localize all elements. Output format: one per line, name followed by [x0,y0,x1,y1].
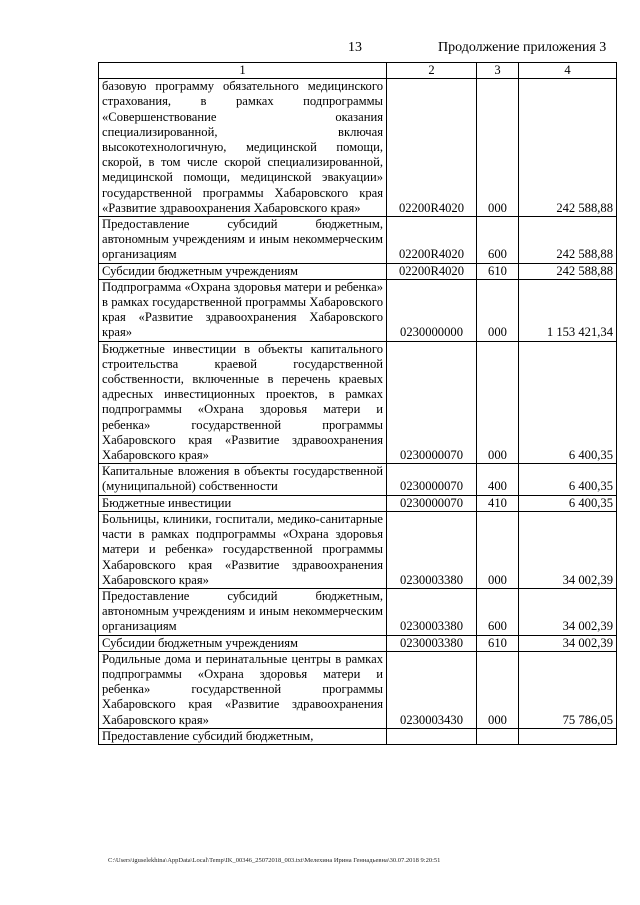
row-name: Подпрограмма «Охрана здоровья матери и ребенка» в рамках государственной программы Хабаровского края «Развитие здравоохранения Хабаровского края» [99,279,387,341]
column-header-4: 4 [519,63,617,79]
table-row [99,728,617,744]
row-name: Больницы, клиники, госпитали, медико-санитарные части в рамках подпрограммы «Охрана здоровья матери и ребенка» государственной программы Хабаровского края «Развитие здравоохранения Хабаровского края» [99,511,387,588]
row-code: 0230000070 [387,464,477,495]
budget-table [98,62,617,745]
row-code [387,728,477,744]
footer-file-path: C:\Users\iguselekhina\AppData\Local\Temp\IK_00346_25072018_003.txt\Мелехина Ирина Геннадьевна\30.07.2018 9:20:51 [108,857,441,864]
row-type: 600 [477,217,519,264]
row-code: 02200R4020 [387,217,477,264]
row-name: Предоставление субсидий бюджетным, [99,728,387,744]
row-name: Капитальные вложения в объекты государственной (муниципальной) собственности [99,464,387,495]
row-type: 000 [477,341,519,464]
table-body [99,79,617,745]
row-code: 02200R4020 [387,79,477,217]
column-header-2: 2 [387,63,477,79]
row-amount: 6 400,35 [519,341,617,464]
row-name: Бюджетные инвестиции [99,495,387,511]
row-code: 0230003380 [387,635,477,651]
table-row [99,511,617,588]
row-code: 0230003380 [387,511,477,588]
row-name: базовую программу обязательного медицинского страхования, в рамках подпрограммы «Совершенствование оказания специализированной, включая высокотехнологичную, медицинской помощи, скорой, в том числе скорой специализированной, медицинской помощи, медицинской эвакуации» государственной программы Хабаровского края «Развитие здравоохранения Хабаровского края» [99,79,387,217]
table-row [99,263,617,279]
row-type: 610 [477,635,519,651]
row-amount: 75 786,05 [519,651,617,728]
row-name: Предоставление субсидий бюджетным, автономным учреждениям и иным некоммерческим организациям [99,217,387,264]
row-type: 600 [477,588,519,635]
row-amount: 34 002,39 [519,635,617,651]
column-header-3: 3 [477,63,519,79]
table-row [99,651,617,728]
row-name: Субсидии бюджетным учреждениям [99,635,387,651]
table-row [99,588,617,635]
table-row [99,635,617,651]
row-type: 000 [477,79,519,217]
row-name: Субсидии бюджетным учреждениям [99,263,387,279]
row-amount: 34 002,39 [519,511,617,588]
column-header-1: 1 [99,63,387,79]
table-row [99,341,617,464]
row-type: 610 [477,263,519,279]
row-type: 000 [477,651,519,728]
row-amount: 6 400,35 [519,464,617,495]
row-name: Бюджетные инвестиции в объекты капитального строительства краевой государственной собственности, включенные в перечень краевых адресных инвестиционных проектов, в рамках подпрограммы «Охрана здоровья матери и ребенка» государственной программы Хабаровского края «Развитие здравоохранения Хабаровского края» [99,341,387,464]
row-amount: 242 588,88 [519,79,617,217]
row-type: 000 [477,511,519,588]
row-type: 400 [477,464,519,495]
table-row [99,79,617,217]
row-amount: 242 588,88 [519,263,617,279]
header-row [99,63,617,79]
row-type: 410 [477,495,519,511]
table-row [99,495,617,511]
row-amount: 1 153 421,34 [519,279,617,341]
table-row [99,279,617,341]
row-amount: 6 400,35 [519,495,617,511]
continuation-label: Продолжение приложения 3 [438,40,607,55]
row-code: 0230000070 [387,495,477,511]
row-name: Предоставление субсидий бюджетным, автономным учреждениям и иным некоммерческим организациям [99,588,387,635]
row-amount: 34 002,39 [519,588,617,635]
row-code: 02200R4020 [387,263,477,279]
row-code: 0230000070 [387,341,477,464]
row-type: 000 [477,279,519,341]
row-type [477,728,519,744]
page-number: 13 [348,40,362,55]
table-header [99,63,617,79]
row-code: 0230000000 [387,279,477,341]
table-row [99,217,617,264]
table-row [99,464,617,495]
row-code: 0230003380 [387,588,477,635]
row-amount [519,728,617,744]
row-code: 0230003430 [387,651,477,728]
row-amount: 242 588,88 [519,217,617,264]
row-name: Родильные дома и перинатальные центры в рамках подпрограммы «Охрана здоровья матери и ребенка» государственной программы Хабаровского края «Развитие здравоохранения Хабаровского края» [99,651,387,728]
